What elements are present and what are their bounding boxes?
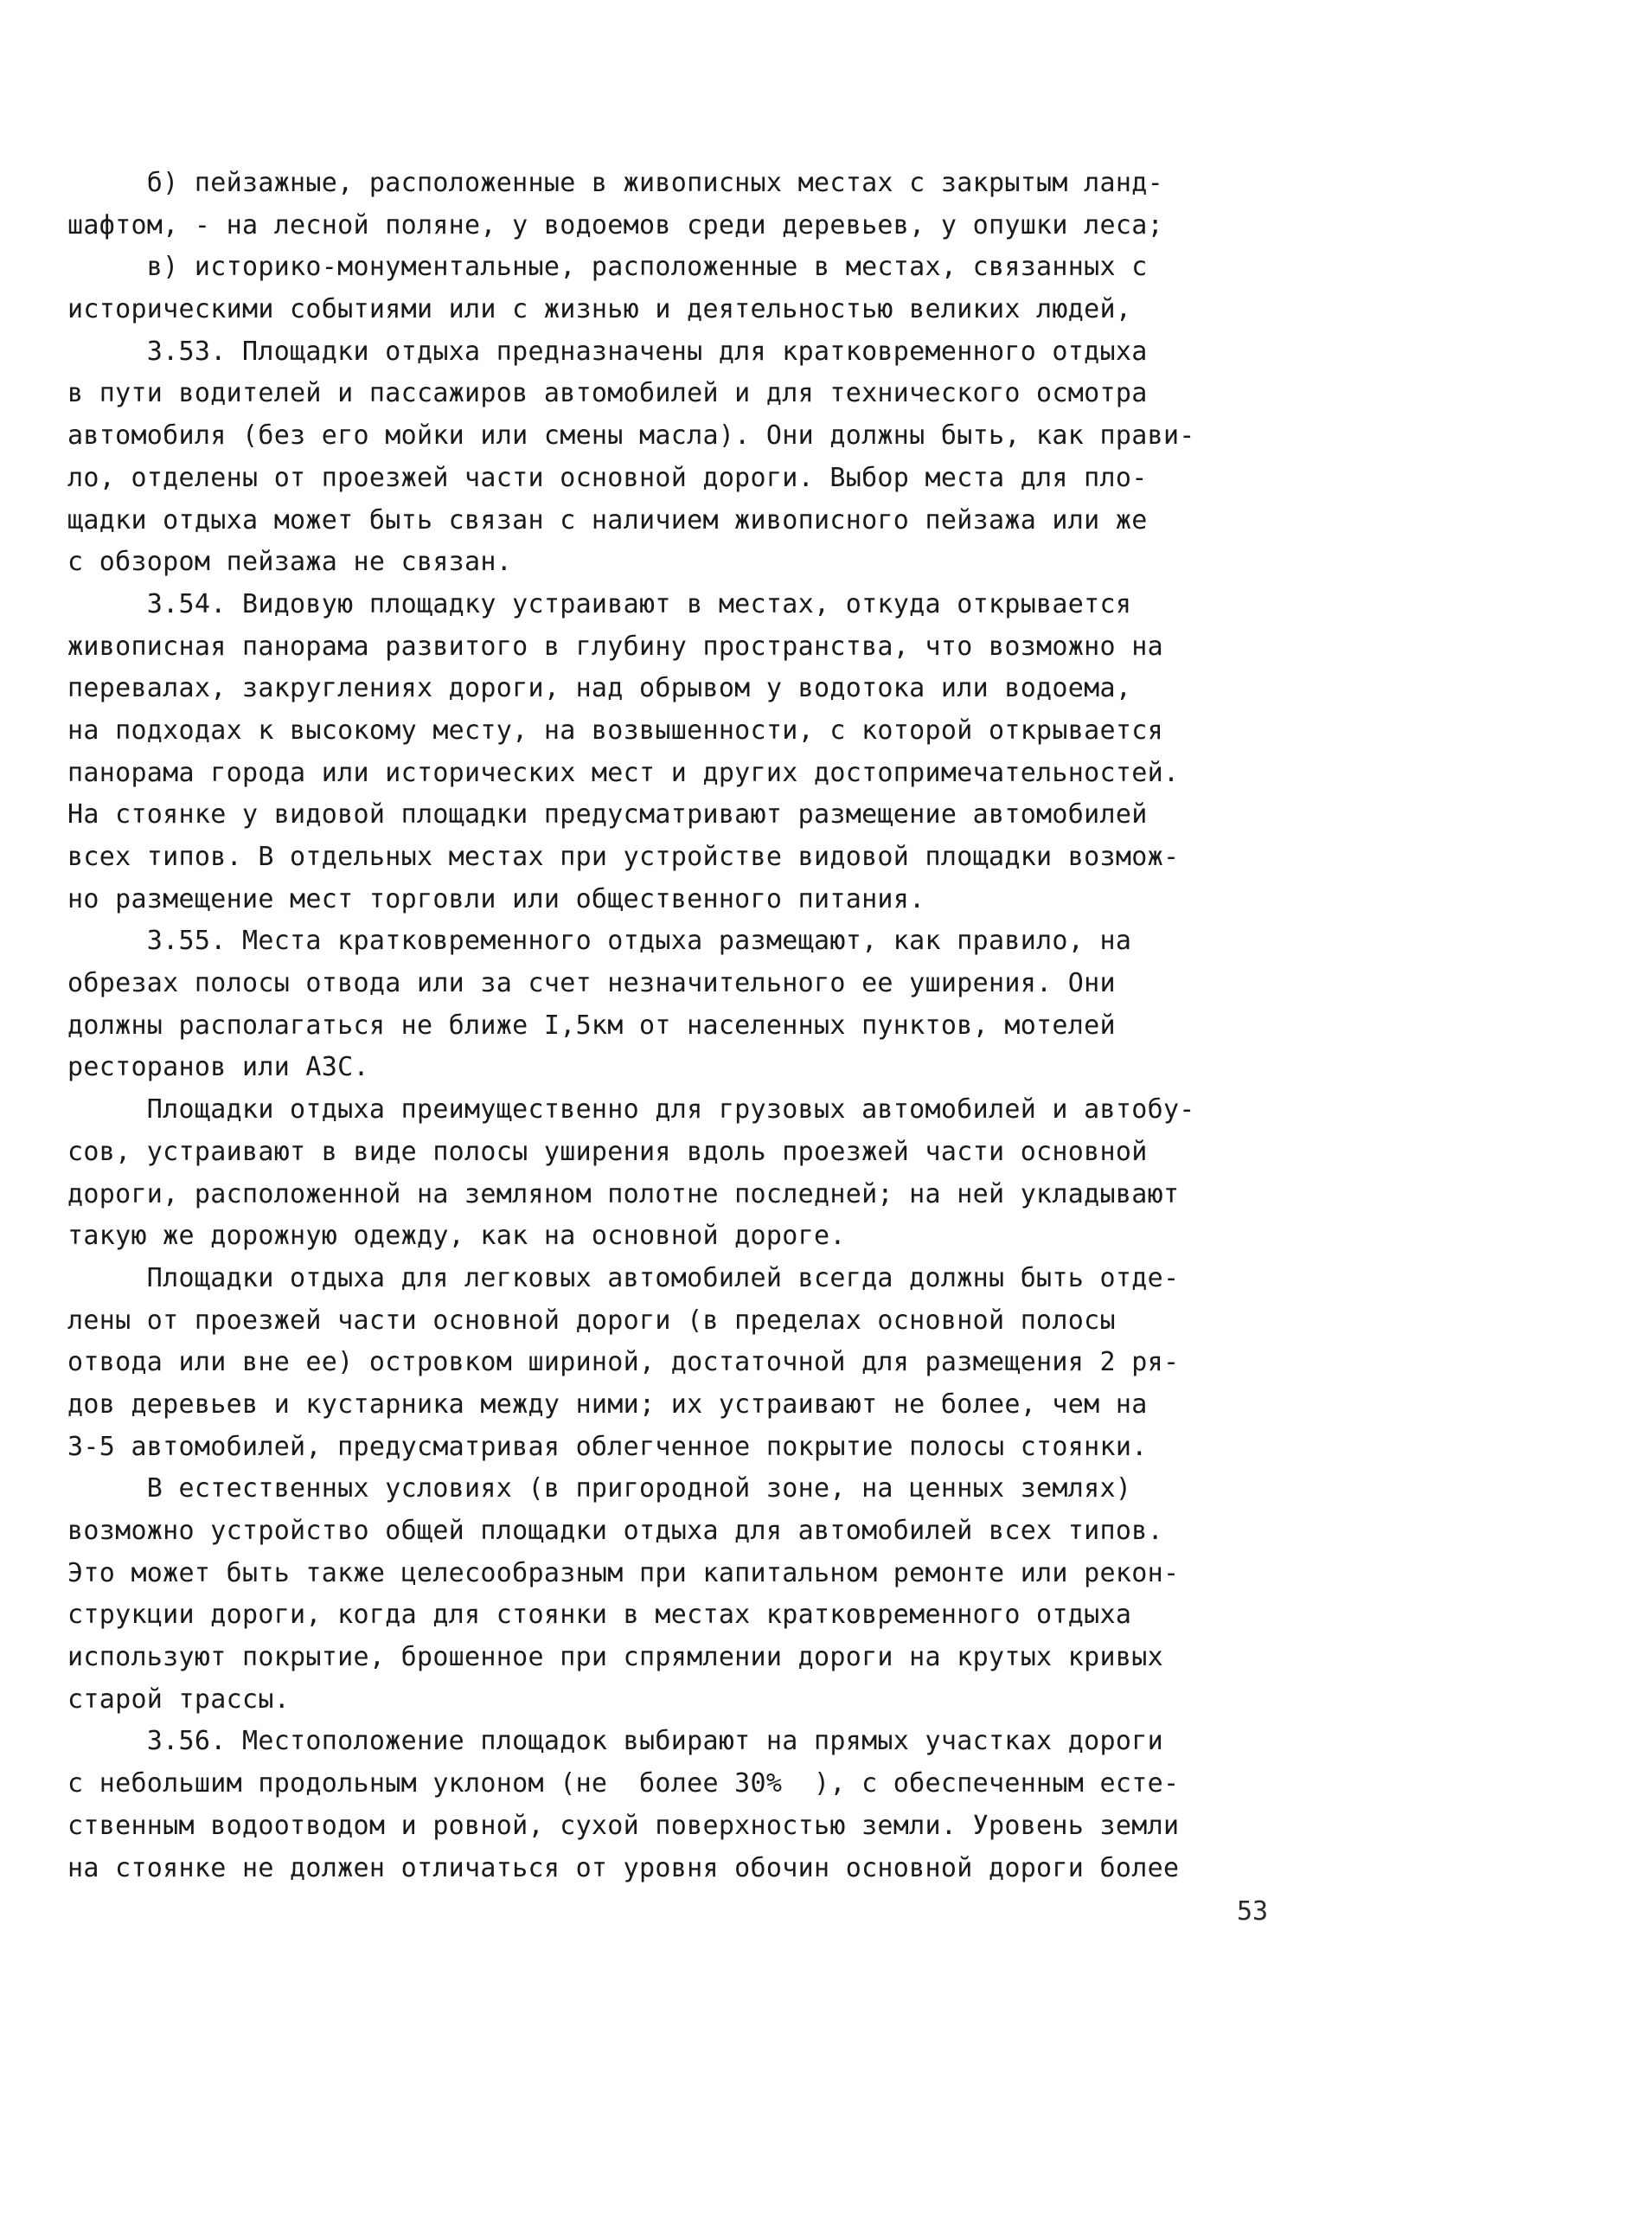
text-line: должны располагаться не ближе I,5км от населенных пунктов, мотелей: [67, 1010, 1116, 1041]
text-line: отвода или вне ее) островком шириной, достаточной для размещения 2 ря-: [67, 1347, 1180, 1378]
text-line: дороги, расположенной на земляном полотне последней; на ней укладывают: [67, 1178, 1180, 1209]
text-line: на подходах к высокому месту, на возвышенности, с которой открывается: [67, 715, 1163, 746]
text-line: 3.55. Места кратковременного отдыха размещают, как правило, на: [67, 926, 1132, 957]
text-line: используют покрытие, брошенное при спрямлении дороги на крутых кривых: [67, 1642, 1163, 1673]
text-line: шафтом, - на лесной поляне, у водоемов среди деревьев, у опушки леса;: [67, 209, 1163, 241]
text-line: лены от проезжей части основной дороги (в пределах основной полосы: [67, 1305, 1116, 1336]
text-line: автомобиля (без его мойки или смены масла). Они должны быть, как прави-: [67, 420, 1195, 452]
text-line: 3.53. Площадки отдыха предназначены для кратковременного отдыха: [67, 336, 1148, 367]
text-line: Площадки отдыха для легковых автомобилей всегда должны быть отде-: [67, 1262, 1180, 1293]
text-line: ло, отделены от проезжей части основной дороги. Выбор места для пло-: [67, 462, 1148, 493]
text-line: панорама города или исторических мест и других достопримечательностей.: [67, 757, 1180, 788]
text-line: 3.54. Видовую площадку устраивают в местах, откуда открывается: [67, 588, 1132, 619]
text-line: обрезах полосы отвода или за счет незначительного ее уширения. Они: [67, 968, 1116, 999]
text-line: б) пейзажные, расположенные в живописных местах с закрытым ланд-: [67, 168, 1163, 198]
text-line: ресторанов или АЗС.: [67, 1052, 369, 1083]
text-line: живописная панорама развитого в глубину пространства, что возможно на: [67, 631, 1163, 662]
text-line: перевалах, закруглениях дороги, над обрывом у водотока или водоема,: [67, 673, 1132, 704]
text-line: щадки отдыха может быть связан с наличием живописного пейзажа или же: [67, 504, 1148, 536]
text-line: с обзором пейзажа не связан.: [67, 547, 513, 578]
text-line: такую же дорожную одежду, как на основной дороге.: [67, 1221, 846, 1252]
text-line: сов, устраивают в виде полосы уширения вдоль проезжей части основной: [67, 1136, 1148, 1167]
text-line: 3-5 автомобилей, предусматривая облегченное покрытие полосы стоянки.: [67, 1431, 1148, 1462]
page-number: 53: [1237, 1896, 1269, 1927]
body-text: [67, 163, 1296, 1889]
text-line: дов деревьев и кустарника между ними; их устраивают не более, чем на: [67, 1389, 1148, 1420]
text-line: 3.56. Местоположение площадок выбирают на прямых участках дороги: [67, 1726, 1163, 1757]
text-line: но размещение мест торговли или общественного питания.: [67, 883, 925, 914]
text-line: старой трассы.: [67, 1684, 291, 1715]
text-line: на стоянке не должен отличаться от уровня обочин основной дороги более: [67, 1852, 1180, 1883]
text-line: всех типов. В отдельных местах при устройстве видовой площадки возмож-: [67, 842, 1180, 872]
text-line: историческими событиями или с жизнью и деятельностью великих людей,: [67, 294, 1132, 325]
text-line: Площадки отдыха преимущественно для грузовых автомобилей и автобу-: [67, 1094, 1195, 1126]
text-line: В естественных условиях (в пригородной зоне, на ценных землях): [67, 1473, 1132, 1504]
text-line: На стоянке у видовой площадки предусматривают размещение автомобилей: [67, 799, 1148, 831]
text-line: с небольшим продольным уклоном (не более 30% ), с обеспеченным есте-: [67, 1768, 1180, 1799]
text-line: ственным водоотводом и ровной, сухой поверхностью земли. Уровень земли: [67, 1810, 1180, 1841]
text-line: струкции дороги, когда для стоянки в местах кратковременного отдыха: [67, 1600, 1132, 1631]
text-line: возможно устройство общей площадки отдыха для автомобилей всех типов.: [67, 1516, 1163, 1546]
text-line: в пути водителей и пассажиров автомобилей и для технического осмотра: [67, 378, 1148, 409]
text-line: в) историко-монументальные, расположенные в местах, связанных с: [67, 252, 1148, 283]
text-line: Это может быть также целесообразным при капитальном ремонте или рекон-: [67, 1557, 1180, 1588]
